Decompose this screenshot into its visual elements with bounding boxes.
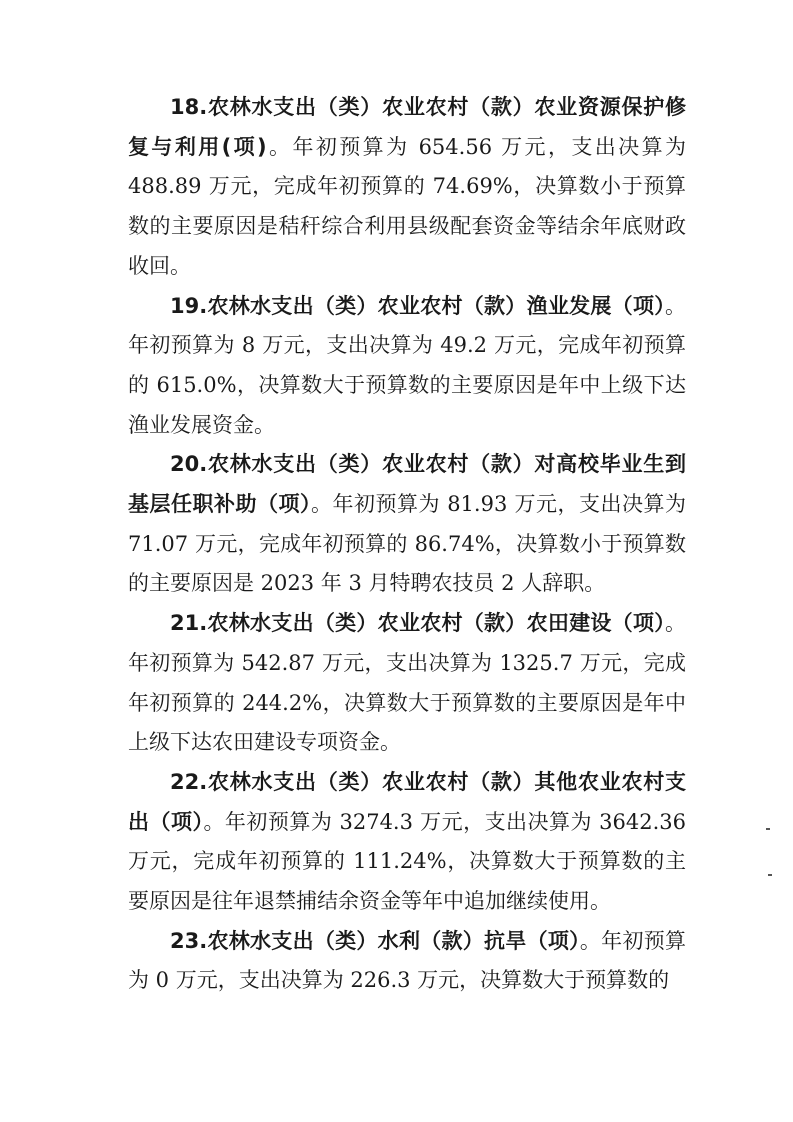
paragraph-18 <box>128 88 686 287</box>
paragraph-19 <box>128 287 686 446</box>
paragraph-23 <box>128 922 686 1001</box>
paragraph-heading: 22.农林水支出（类）农业农村（款）其他农业农村支出（项） <box>128 769 686 834</box>
paragraph-heading: 20.农林水支出（类）农业农村（款）对高校毕业生到基层任职补助（项） <box>128 452 686 517</box>
paragraph-heading: 21.农林水支出（类）农业农村（款）农田建设（项） <box>170 611 665 636</box>
paragraph-text: 。年初预算为 654.56 万元，支出决算为 488.89 万元，完成年初预算的 74.69%，决算数小于预算数的主要原因是秸秆综合利用县级配套资金等结余年底财政收回。 <box>128 134 686 278</box>
paragraph-20 <box>128 445 686 604</box>
paragraph-heading: 18.农林水支出（类）农业农村（款）农业资源保护修复与利用(项) <box>128 95 686 159</box>
paragraph-text: 。年初预算为 81.93 万元，支出决算为 71.07 万元，完成年初预算的 86.74%，决算数小于预算数的主要原因是 2023 年 3 月特聘农技员 2 人辞职。 <box>128 492 687 596</box>
paragraph-text: 。年初预算为 542.87 万元，支出决算为 1325.7 万元，完成年初预算的 244.2%，决算数大于预算数的主要原因是年中上级下达农田建设专项资金。 <box>128 611 686 755</box>
document-body <box>128 88 686 1001</box>
paragraph-22 <box>128 763 686 922</box>
paragraph-text: 。年初预算为 3274.3 万元，支出决算为 3642.36 万元，完成年初预算的 111.24%，决算数大于预算数的主要原因是往年退禁捕结余资金等年中追加继续使用。 <box>128 809 686 914</box>
paragraph-heading: 23.农林水支出（类）水利（款）抗旱（项） <box>170 928 580 953</box>
paragraph-text: 。年初预算为 8 万元，支出决算为 49.2 万元，完成年初预算的 615.0%，决算数大于预算数的主要原因是年中上级下达渔业发展资金。 <box>128 293 686 437</box>
paragraph-text: 。年初预算为 0 万元，支出决算为 226.3 万元，决算数大于预算数的 <box>128 928 687 993</box>
paragraph-heading: 19.农林水支出（类）农业农村（款）渔业发展（项） <box>170 293 665 318</box>
scan-mark <box>766 828 770 830</box>
scan-mark <box>768 874 772 876</box>
paragraph-21 <box>128 604 686 763</box>
